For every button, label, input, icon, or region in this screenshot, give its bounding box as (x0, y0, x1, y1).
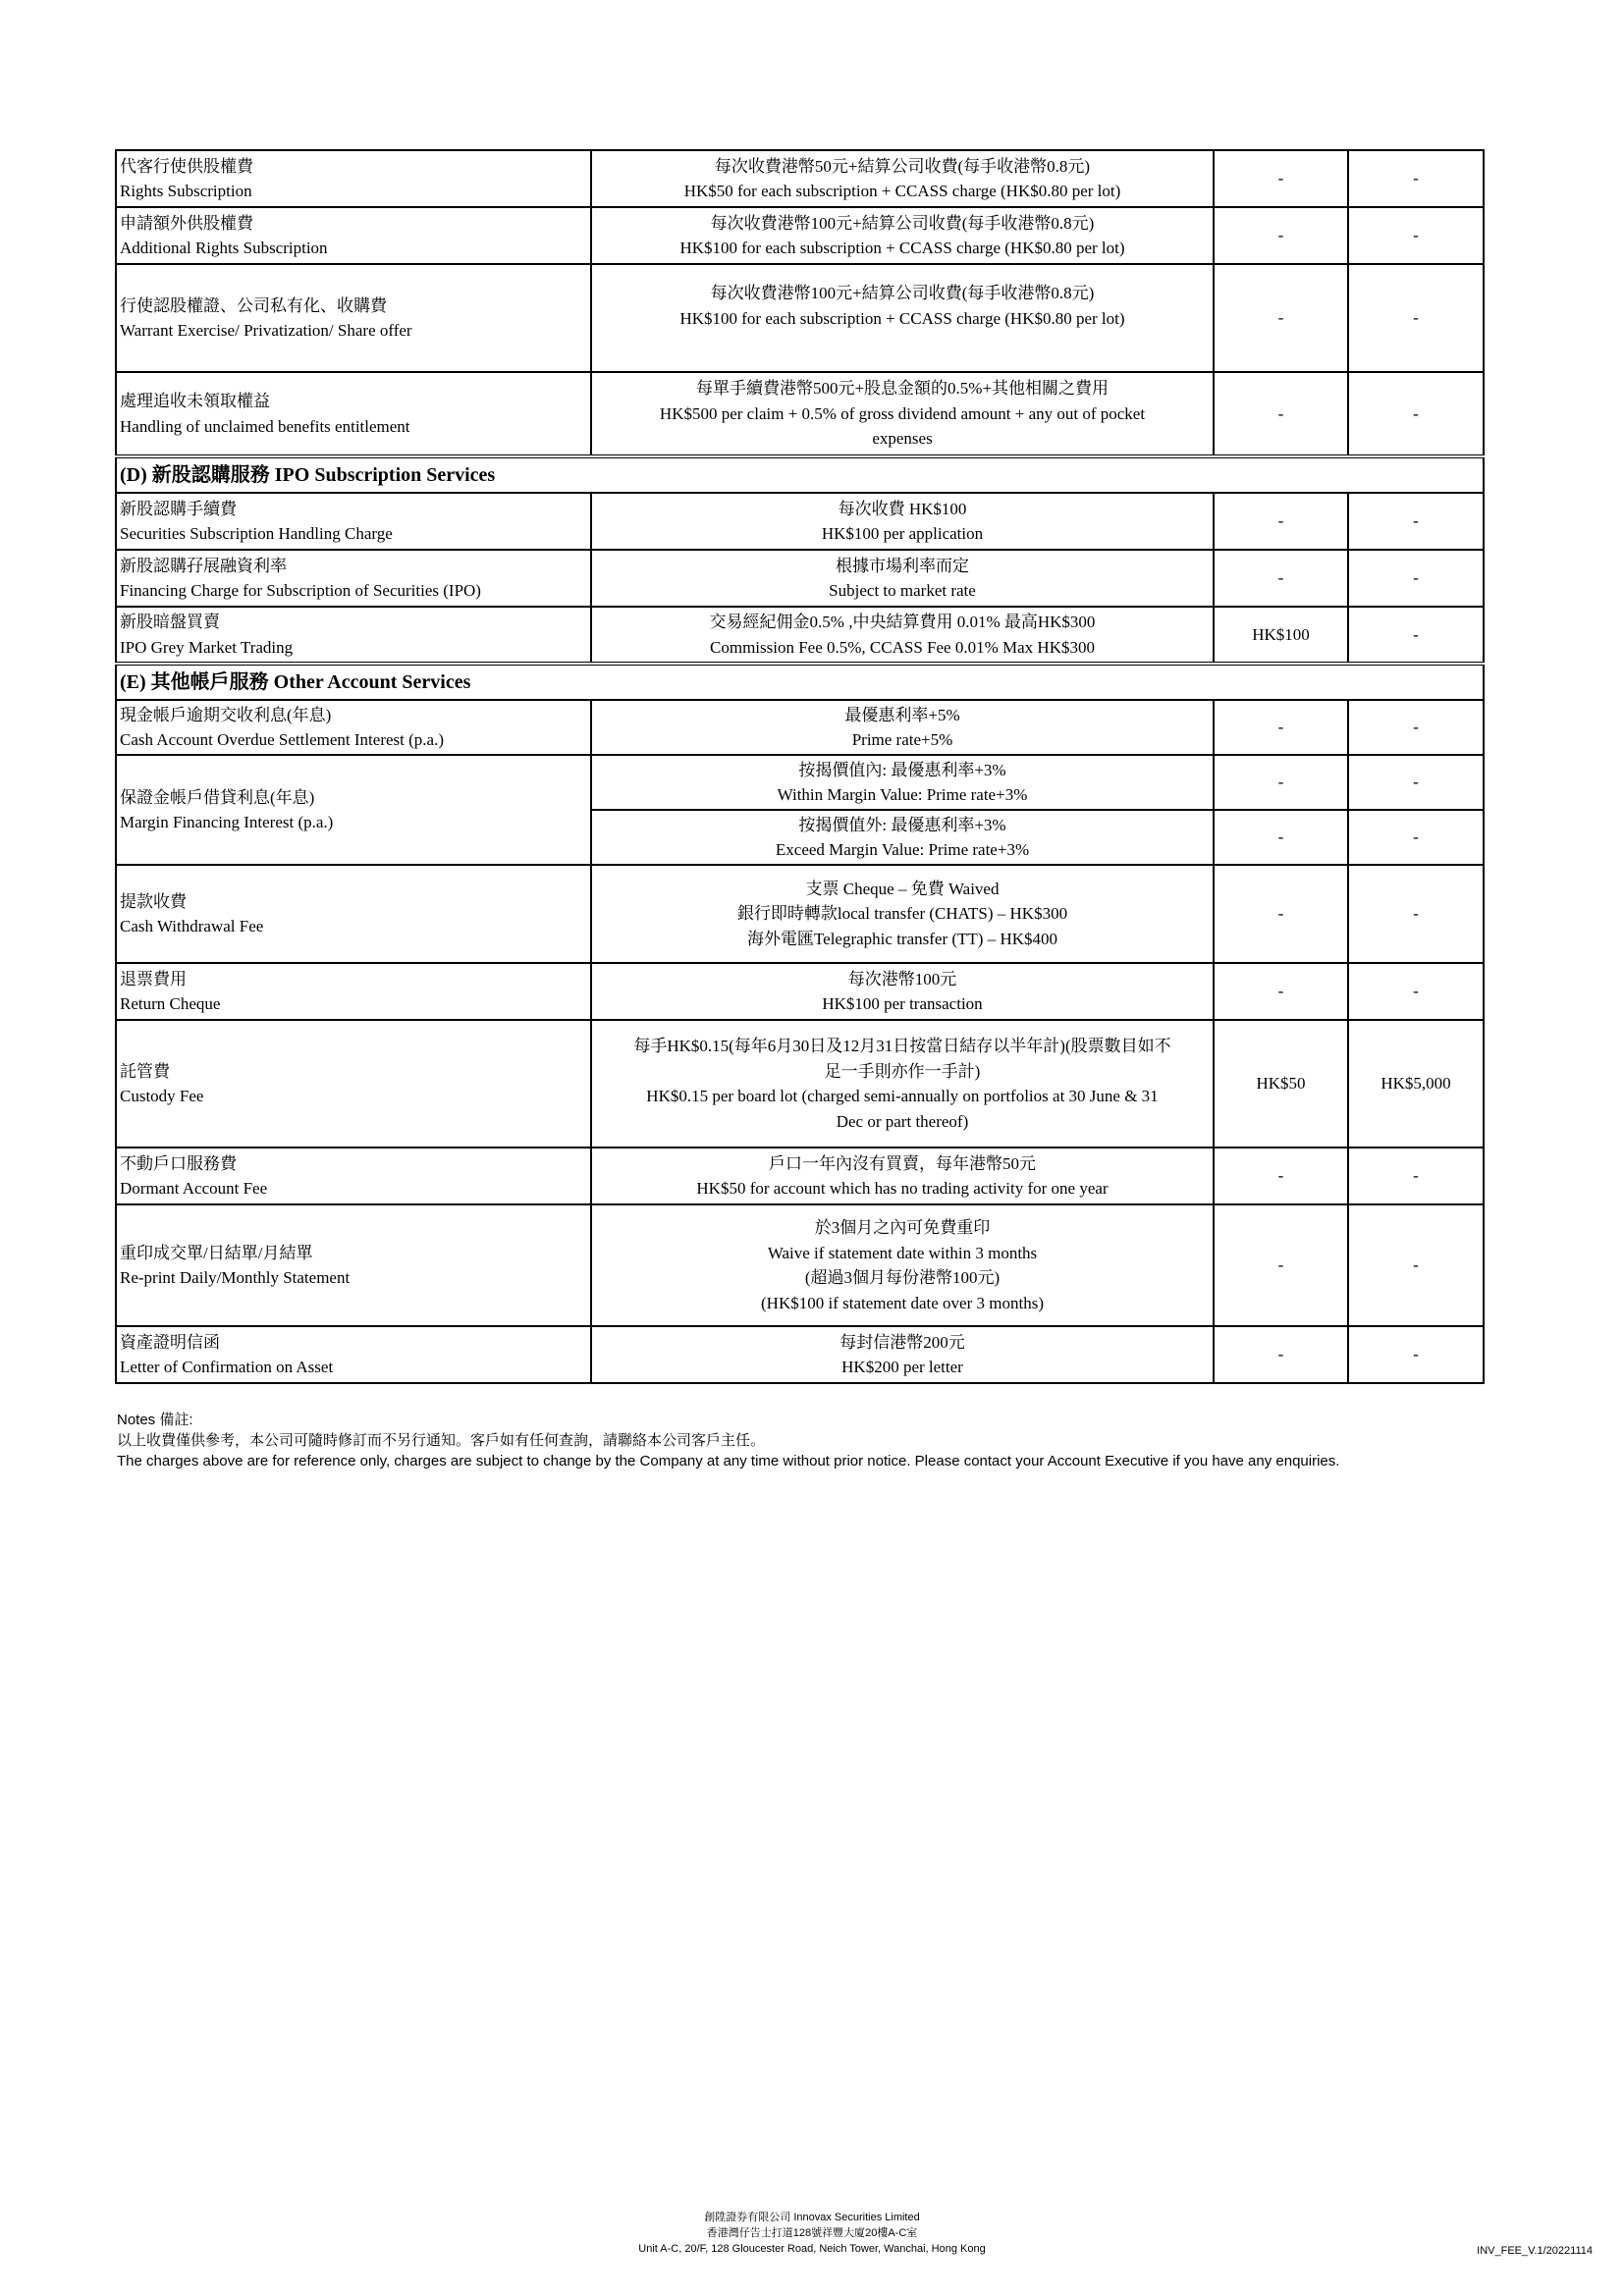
fee-item-label: 申請額外供股權費 Additional Rights Subscription (116, 207, 591, 264)
section-title: (E) 其他帳戶服務 Other Account Services (116, 664, 1484, 700)
fee-row-custody (116, 1020, 1484, 1148)
fee-max: - (1348, 755, 1484, 810)
fee-item-label: 新股認購手續費 Securities Subscription Handling Charge (116, 493, 591, 550)
fee-item-label: 託管費 Custody Fee (116, 1020, 591, 1148)
fee-row-asset-confirmation (116, 1326, 1484, 1383)
fee-charge: 最優惠利率+5% Prime rate+5% (591, 700, 1214, 755)
fee-max: - (1348, 372, 1484, 456)
fee-max: - (1348, 207, 1484, 264)
fee-item-label: 退票費用 Return Cheque (116, 963, 591, 1020)
fee-charge: 每封信港幣200元 HK$200 per letter (591, 1326, 1214, 1383)
fee-item-label: 不動戶口服務費 Dormant Account Fee (116, 1148, 591, 1204)
fee-min: - (1214, 755, 1348, 810)
fee-charge: 按揭價值外: 最優惠利率+3% Exceed Margin Value: Prime rate+3% (591, 810, 1214, 865)
fee-charge: 每手HK$0.15(每年6月30日及12月31日按當日結存以半年計)(股票數目如不 足一手則亦作一手計) HK$0.15 per board lot (charged semi-annually on portfolios at 30 June & 31 Dec or part thereof) (591, 1020, 1214, 1148)
fee-row-cash-withdrawal (116, 865, 1484, 963)
fee-row-additional-rights (116, 207, 1484, 264)
fee-min: HK$100 (1214, 607, 1348, 664)
fee-min: - (1214, 1148, 1348, 1204)
fee-charge: 戶口一年內沒有買賣，每年港幣50元 HK$50 for account which has no trading activity for one year (591, 1148, 1214, 1204)
notes-label: Notes 備註: (117, 1412, 193, 1428)
fee-min: - (1214, 207, 1348, 264)
fee-min: - (1214, 372, 1348, 456)
fee-min: - (1214, 493, 1348, 550)
fee-item-label: 處理追收未領取權益 Handling of unclaimed benefits entitlement (116, 372, 591, 456)
fee-item-label: 行使認股權證、公司私有化、收購費 Warrant Exercise/ Privatization/ Share offer (116, 264, 591, 372)
fee-row-return-cheque (116, 963, 1484, 1020)
fee-min: - (1214, 1204, 1348, 1326)
page-footer (0, 2211, 1624, 2258)
fee-schedule-table (115, 149, 1485, 1384)
fee-min: HK$50 (1214, 1020, 1348, 1148)
fee-row-ipo-grey-market (116, 607, 1484, 664)
fee-charge: 每次收費港幣100元+結算公司收費(每手收港幣0.8元) HK$100 for each subscription + CCASS charge (HK$0.80 per lot) (591, 264, 1214, 372)
fee-row-overdue-interest (116, 700, 1484, 755)
fee-max: HK$5,000 (1348, 1020, 1484, 1148)
fee-max: - (1348, 865, 1484, 963)
fee-min: - (1214, 810, 1348, 865)
fee-charge: 每次收費 HK$100 HK$100 per application (591, 493, 1214, 550)
fee-charge: 根據市場利率而定 Subject to market rate (591, 550, 1214, 607)
fee-charge: 於3個月之內可免費重印 Waive if statement date within 3 months (超過3個月每份港幣100元) (HK$100 if statement date over 3 months) (591, 1204, 1214, 1326)
fee-max: - (1348, 810, 1484, 865)
fee-max: - (1348, 1326, 1484, 1383)
fee-charge: 支票 Cheque – 免費 Waived 銀行即時轉款local transfer (CHATS) – HK$300 海外電匯Telegraphic transfer (TT) – HK$400 (591, 865, 1214, 963)
fee-item-label: 新股認購孖展融資利率 Financing Charge for Subscription of Securities (IPO) (116, 550, 591, 607)
fee-max: - (1348, 1148, 1484, 1204)
fee-max: - (1348, 150, 1484, 207)
fee-max: - (1348, 264, 1484, 372)
fee-item-label: 重印成交單/日結單/月結單 Re-print Daily/Monthly Statement (116, 1204, 591, 1326)
fee-min: - (1214, 963, 1348, 1020)
notes (117, 1410, 1339, 1471)
fee-max: - (1348, 493, 1484, 550)
footer-address-zh: 香港灣仔告士打道128號祥豐大廈20樓A-C室 (706, 2226, 918, 2239)
section-header-other-account (116, 664, 1484, 700)
notes-text-zh: 以上收費僅供參考，本公司可隨時修訂而不另行通知。客戶如有任何查詢，請聯絡本公司客戶主任。 (117, 1432, 766, 1449)
fee-charge: 每單手續費港幣500元+股息金額的0.5%+其他相關之費用 HK$500 per claim + 0.5% of gross dividend amount + any out of pocket expenses (591, 372, 1214, 456)
fee-max: - (1348, 963, 1484, 1020)
fee-min: - (1214, 700, 1348, 755)
fee-max: - (1348, 550, 1484, 607)
fee-row-ipo-financing (116, 550, 1484, 607)
fee-row-rights-subscription (116, 150, 1484, 207)
fee-item-label: 資產證明信函 Letter of Confirmation on Asset (116, 1326, 591, 1383)
notes-text-en: The charges above are for reference only, charges are subject to change by the Company at any time without prior notice. Please contact your Account Executive if you have any enquiries. (117, 1453, 1340, 1469)
fee-charge: 交易經紀佣金0.5% ,中央結算費用 0.01% 最高HK$300 Commission Fee 0.5%, CCASS Fee 0.01% Max HK$300 (591, 607, 1214, 664)
fee-min: - (1214, 865, 1348, 963)
fee-row-reprint-statement (116, 1204, 1484, 1326)
fee-max: - (1348, 1204, 1484, 1326)
section-header-ipo (116, 456, 1484, 493)
fee-charge: 每次收費港幣100元+結算公司收費(每手收港幣0.8元) HK$100 for each subscription + CCASS charge (HK$0.80 per lot) (591, 207, 1214, 264)
section-title: (D) 新股認購服務 IPO Subscription Services (116, 456, 1484, 493)
fee-charge: 按揭價值內: 最優惠利率+3% Within Margin Value: Prime rate+3% (591, 755, 1214, 810)
footer-company: 創陞證券有限公司 Innovax Securities Limited (704, 2212, 920, 2223)
document-reference: INV_FEE_V.1/20221114 (1477, 2245, 1593, 2257)
fee-row-unclaimed-benefits (116, 372, 1484, 456)
fee-min: - (1214, 1326, 1348, 1383)
footer-address-en: Unit A-C, 20/F, 128 Gloucester Road, Neich Tower, Wanchai, Hong Kong (638, 2242, 986, 2255)
fee-item-label: 保證金帳戶借貸利息(年息) Margin Financing Interest (p.a.) (116, 755, 591, 865)
fee-max: - (1348, 700, 1484, 755)
fee-row-ipo-handling (116, 493, 1484, 550)
fee-min: - (1214, 264, 1348, 372)
fee-min: - (1214, 150, 1348, 207)
fee-item-label: 提款收費 Cash Withdrawal Fee (116, 865, 591, 963)
fee-row-margin-within (116, 755, 1484, 810)
fee-min: - (1214, 550, 1348, 607)
fee-charge: 每次港幣100元 HK$100 per transaction (591, 963, 1214, 1020)
fee-item-label: 新股暗盤買賣 IPO Grey Market Trading (116, 607, 591, 664)
fee-row-dormant-account (116, 1148, 1484, 1204)
fee-item-label: 代客行使供股權費 Rights Subscription (116, 150, 591, 207)
fee-row-warrant-exercise (116, 264, 1484, 372)
fee-charge: 每次收費港幣50元+結算公司收費(每手收港幣0.8元) HK$50 for each subscription + CCASS charge (HK$0.80 per lot) (591, 150, 1214, 207)
fee-max: - (1348, 607, 1484, 664)
fee-item-label: 現金帳戶逾期交收利息(年息) Cash Account Overdue Settlement Interest (p.a.) (116, 700, 591, 755)
